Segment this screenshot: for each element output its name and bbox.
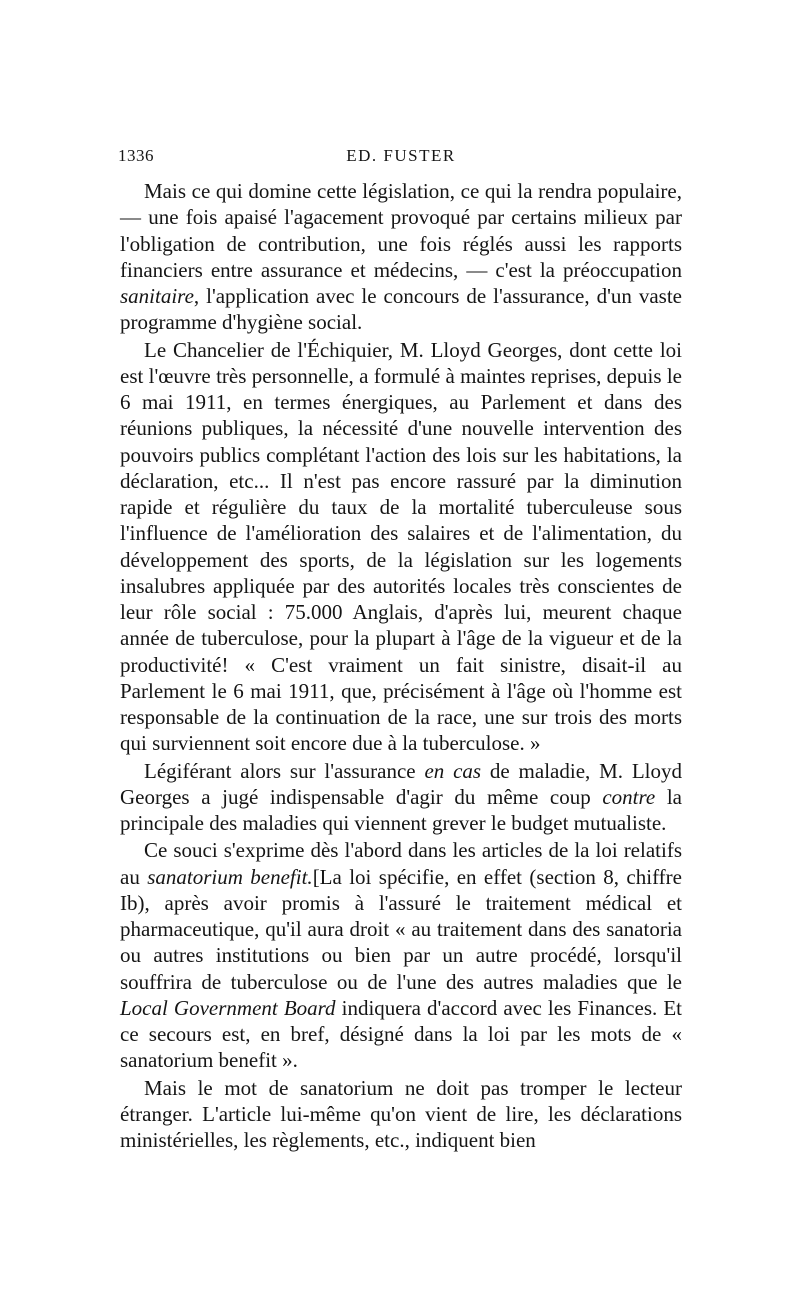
text-run: la principale des maladies qui viennent grever le budget mutualiste.: [120, 784, 683, 835]
text-run: , l'application avec le concours de l'assurance, d'un vaste programme d'hygiène social.: [120, 284, 682, 335]
running-title: ED. FUSTER: [346, 146, 456, 165]
text-run: Le Chancelier de l'Échiquier, M. Lloyd Georges, dont cette loi est l'œuvre très personnelle, a formulé à maintes reprises, depuis le 6 mai 1911, en termes énergiques, au Parlement et dans des réunions publiques, la nécessité d'une nouvelle intervention des pouvoirs publics complétant l'action des lois sur les habitations, la déclaration, etc... Il n'est pas encore rassuré par la diminution rapide et régulière du taux de la mortalité tuberculeuse sous l'influence de l'amélioration des salaires et de l'alimentation, du développement des sports, de la législation sur les logements insalubres appliquée par des autorités locales très conscientes de leur rôle social : 75.000 Anglais, d'après lui, meurent chaque année de tuberculose, pour la plupart à l'âge de la vigueur et de la productivité! « C'est vraiment un fait sinistre, disait-il au Parlement le 6 mai 1911, que, précisément à l'âge où l'homme est responsable de la continuation de la race, une sur trois des morts qui surviennent soit encore due à la tuberculose. »: [120, 337, 682, 756]
paragraph-2: [120, 337, 682, 757]
italic-run: sanatorium benefit.: [147, 864, 313, 889]
paragraph-3: [120, 758, 682, 837]
text-run: Mais ce qui domine cette législation, ce qui la rendra populaire, — une fois apaisé l'agacement provoqué par certains milieux par l'obligation de contribution, une fois réglés aussi les rapports financiers entre assurance et médecins, — c'est la préoccupation: [120, 179, 682, 282]
page-number: 1336: [118, 146, 154, 165]
italic-run: en cas: [424, 758, 482, 783]
italic-run: Local Government Board: [120, 995, 336, 1020]
text-run: Légiférant alors sur l'assurance: [144, 758, 425, 783]
page-header: [118, 146, 684, 170]
paragraph-5: [120, 1075, 682, 1154]
italic-run: contre: [602, 784, 656, 809]
text-run: [La loi spécifie, en effet (section 8, chiffre Ib), après avoir promis à l'assuré le traitement médical et pharmaceutique, qu'il aura droit « au traitement dans des sanatoria ou autres institutions ou bien par un autre procédé, lorsqu'il souffrira de tuberculose ou de l'une des autres maladies que le: [120, 864, 682, 994]
text-run: de maladie, M. Lloyd Georges a jugé indispensable d'agir du même coup: [120, 758, 682, 809]
body-text: [120, 178, 682, 1154]
text-run: Mais le mot de sanatorium ne doit pas tromper le lecteur étranger. L'article lui-même qu'on vient de lire, les déclarations ministérielles, les règlements, etc., indiquent bien: [120, 1075, 682, 1152]
italic-run: sanitaire: [120, 284, 194, 308]
paragraph-1: [120, 178, 682, 336]
paragraph-4: [120, 837, 682, 1073]
text-run: indiquera d'accord avec les Finances. Et ce secours est, en bref, désigné dans la loi par les mots de « sanatorium benefit ».: [120, 995, 682, 1073]
text-run: Ce souci s'exprime dès l'abord dans les articles de la loi relatifs au: [120, 838, 682, 889]
